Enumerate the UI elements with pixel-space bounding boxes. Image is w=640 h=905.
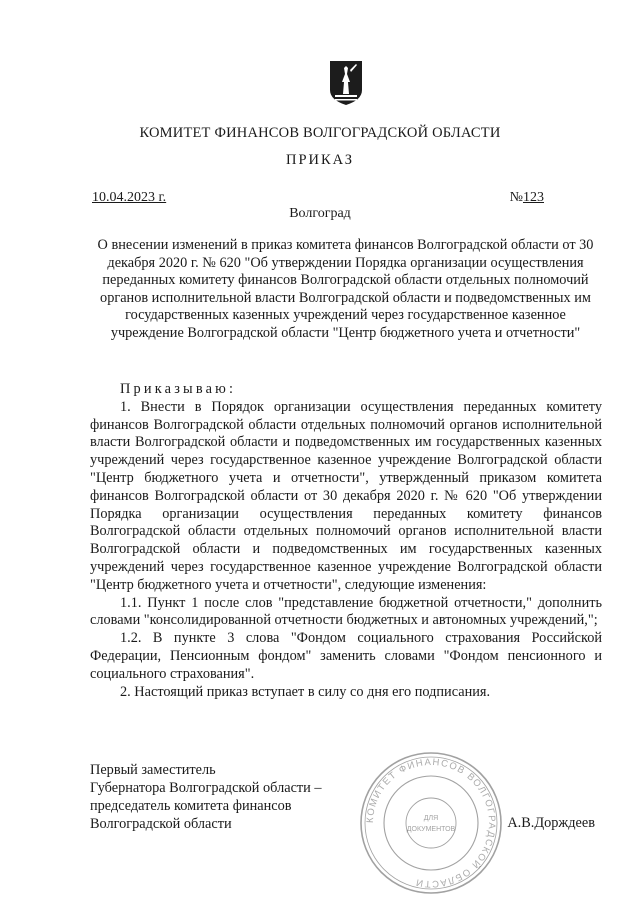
signatory-line-1: Первый заместитель <box>90 762 216 778</box>
number-prefix: № <box>509 190 523 205</box>
signatory-line-4: Волгоградской области <box>90 816 232 832</box>
seal-center-text-1: ДЛЯ <box>423 815 439 822</box>
order-body <box>90 381 602 701</box>
paragraph-1-1: 1.1. Пункт 1 после слов "представление бюджетной отчетности," дополнить словами "консолидированной отчетности бюджетных и автономных учреждений,"; <box>90 594 602 629</box>
seal-center-text-2: ДОКУМЕНТОВ <box>406 826 456 833</box>
signatory-line-2: Губернатора Волгоградской области – <box>90 780 322 796</box>
city: Волгоград <box>289 206 351 221</box>
committee-title: КОМИТЕТ ФИНАНСОВ ВОЛГОГРАДСКОЙ ОБЛАСТИ <box>139 125 501 141</box>
order-subject: О внесении изменений в приказ комитета финансов Волгоградской области от 30 декабря 2020 г. № 620 "Об утверждении Порядка организации осуществления переданных комитету финансов Волгоградской области отдельных полномочий органов исполнительной власти Волгоградской области и подведомственных им государственных казенных учреждений через государственное казенное учреждение Волгоградской области "Центр бюджетного учета и отчетности" <box>97 237 594 341</box>
signatory-name: А.В.Дорждеев <box>507 815 595 831</box>
signatory-line-3: председатель комитета финансов <box>90 798 292 814</box>
seal-ring-text: КОМИТЕТ ФИНАНСОВ ВОЛГОГРАДСКОЙ ОБЛАСТИ <box>364 756 498 890</box>
paragraph-2: 2. Настоящий приказ вступает в силу со дня его подписания. <box>120 683 491 700</box>
order-date: 10.04.2023 г. <box>92 190 167 205</box>
svg-text:КОМИТЕТ ФИНАНСОВ ВОЛГОГРАДСКОЙ <box>365 757 497 889</box>
order-number <box>510 190 544 206</box>
coat-of-arms-icon <box>329 60 363 106</box>
number-value: 123 <box>523 190 544 205</box>
paragraph-1-2: 1.2. В пункте 3 слова "Фондом социального страхования Российской Федерации, Пенсионным фондом" заменить словами "Фондом пенсионного и социального страхования". <box>90 630 602 682</box>
signatory-title <box>90 761 322 833</box>
document-type: ПРИКАЗ <box>285 152 355 168</box>
order-word: Приказываю: <box>120 381 237 397</box>
paragraph-1: 1. Внести в Порядок организации осуществления переданных комитету финансов Волгоградской области отдельных полномочий органов исполнительной власти Волгоградской области и подведомственных им государственных казенных учреждений через государственное казенное учреждение Волгоградской области "Центр бюджетного учета и отчетности", утвержденный приказом комитета финансов Волгоградской области от 30 декабря 2020 г. № 620 "Об утверждении Порядка организации осуществления переданных комитету финансов Волгоградской области отдельных полномочий органов исполнительной власти Волгоградской области и подведомственных им государственных казенных учреждений через государственное казенное учреждение Волгоградской области "Центр бюджетного учета и отчетности", следующие изменения: <box>90 398 602 593</box>
official-seal-icon <box>356 748 506 898</box>
